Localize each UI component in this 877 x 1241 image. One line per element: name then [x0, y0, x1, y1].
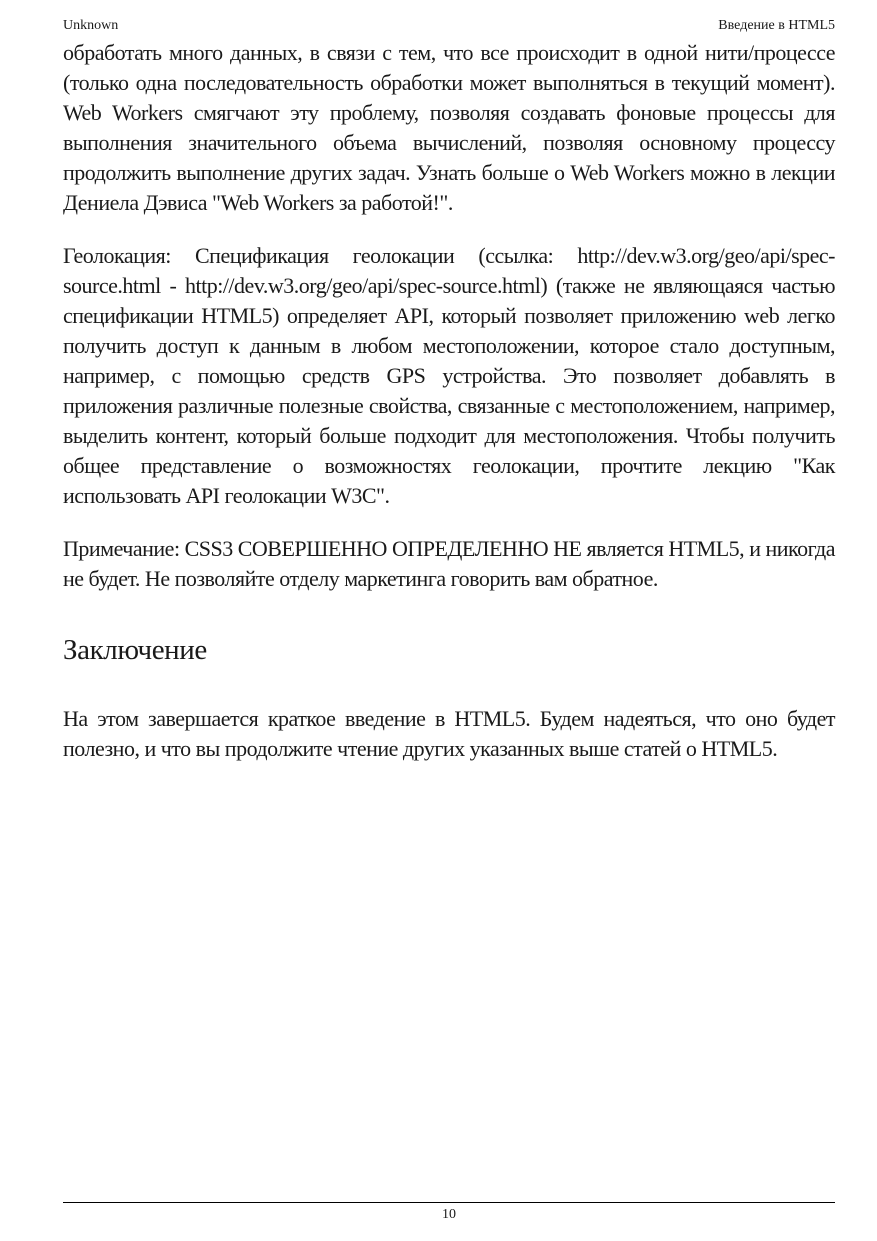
footer-divider — [63, 1202, 835, 1203]
page-number: 10 — [442, 1207, 456, 1222]
paragraph-conclusion: На этом завершается краткое введение в HTML5. Будем надеяться, что оно будет полезно, и что вы продолжите чтение других указанных выше статей о HTML5. — [63, 706, 835, 761]
paragraph-web-workers: обработать много данных, в связи с тем, что все происходит в одной нити/процессе (только одна последовательность обработки может выполняться в текущий момент). Web Workers смягчают эту проблему, позволяя создавать фоновые процессы для выполнения значительного объема вычислений, позволяя основному процессу продолжить выполнение других задач. Узнать больше о Web Workers можно в лекции Дениела Дэвиса "Web Workers за работой!". — [63, 40, 835, 215]
paragraph-css3-note: Примечание: CSS3 СОВЕРШЕННО ОПРЕДЕЛЕННО НЕ является HTML5, и никогда не будет. Не позволяйте отделу маркетинга говорить вам обратное. — [63, 536, 835, 591]
section-heading-conclusion: Заключение — [63, 634, 207, 666]
header-author: Unknown — [63, 18, 119, 33]
page-content — [63, 38, 835, 764]
running-header — [63, 17, 835, 35]
header-title: Введение в HTML5 — [718, 18, 835, 33]
paragraph-geolocation: Геолокация: Спецификация геолокации (ссылка: http://dev.w3.org/geo/api/spec-source.html - http://dev.w3.org/geo/api/spec-source.html) (также не являющаяся частью спецификации HTML5) определяет API, который позволяет приложению web легко получить доступ к данным в любом местоположении, которое стало доступным, например, с помощью средств GPS устройства. Это позволяет добавлять в приложения различные полезные свойства, связанные с местоположением, например, выделить контент, который больше подходит для местоположения. Чтобы получить общее представление о возможностях геолокации, прочтите лекцию "Как использовать API геолокации W3C". — [63, 243, 835, 508]
